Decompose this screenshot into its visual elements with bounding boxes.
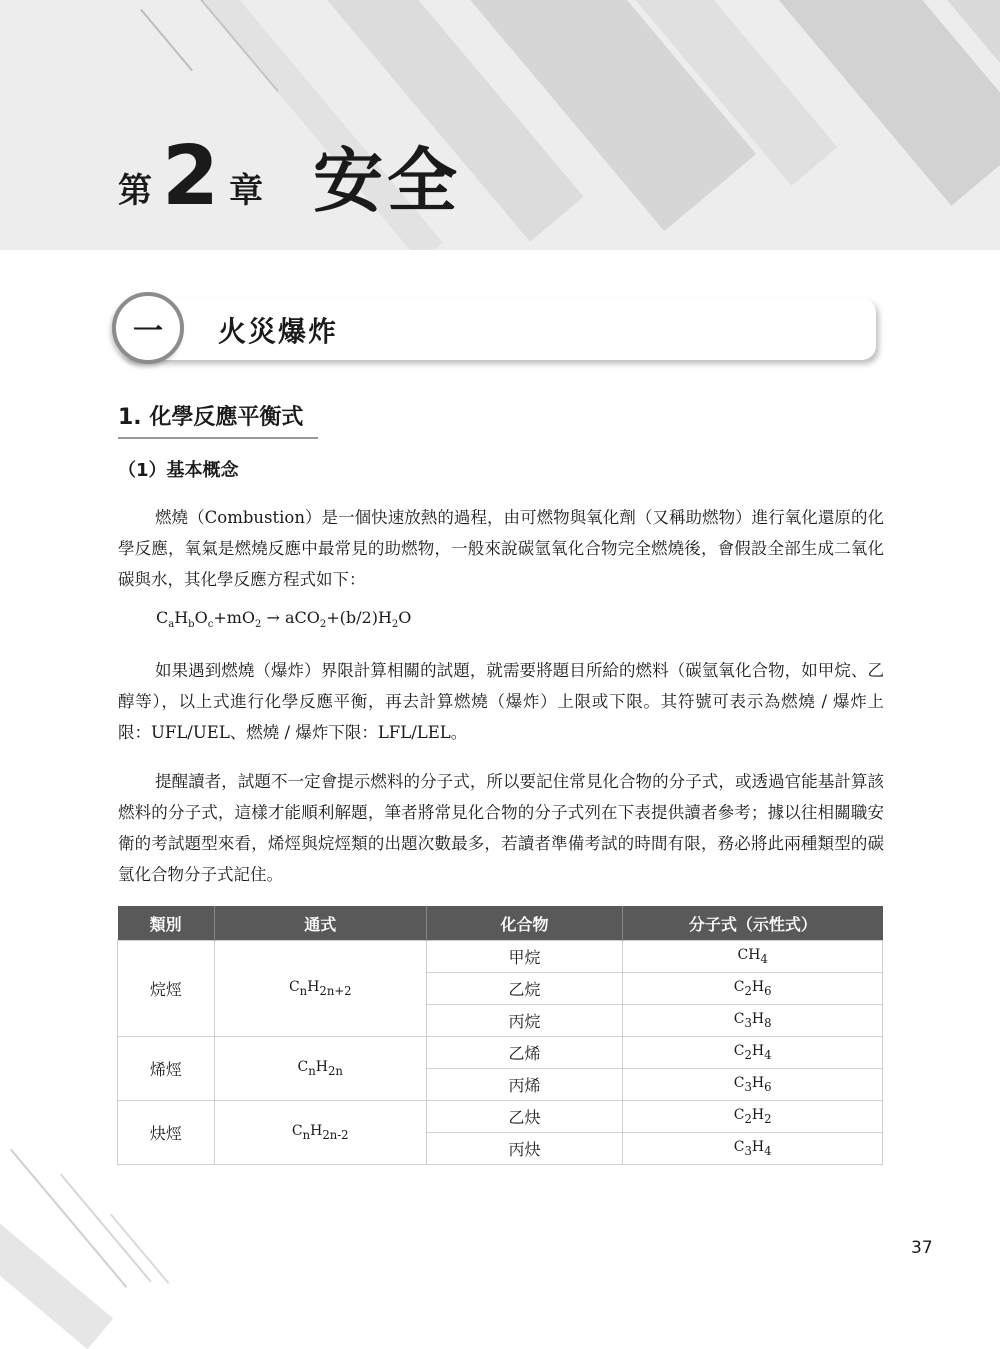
- formula-cell: $C_3H_6$: [623, 1069, 883, 1101]
- chapter-number: 2: [162, 129, 220, 224]
- table-row: [118, 1101, 883, 1133]
- section-title: 火災爆炸: [218, 315, 339, 348]
- table-header: 類別: [118, 906, 215, 941]
- formula-cell: $C_2H_2$: [623, 1101, 883, 1133]
- chapter-suffix: 章: [229, 171, 264, 211]
- general-formula-cell: $C_nH_{2n}$: [214, 1037, 426, 1101]
- chapter-prefix: 第: [118, 171, 152, 211]
- chapter-title: [118, 128, 461, 228]
- decor-line: [110, 1214, 169, 1284]
- section-number-badge: [112, 292, 184, 364]
- general-formula-cell: $C_nH_{2n-2}$: [214, 1101, 426, 1165]
- decor-stripe: [0, 1190, 113, 1349]
- table-row: [118, 1037, 883, 1069]
- compound-cell: 甲烷: [426, 941, 623, 973]
- table-header: 化合物: [426, 906, 623, 941]
- category-cell: 炔烴: [118, 1101, 215, 1165]
- category-cell: 烯烴: [118, 1037, 215, 1101]
- page-number: 37: [911, 1238, 933, 1258]
- section-number: 一: [133, 314, 163, 349]
- formula-cell: $C_3H_8$: [623, 1005, 883, 1037]
- compound-cell: 乙烯: [426, 1037, 623, 1069]
- subsubsection-heading: （1）基本概念: [118, 460, 239, 481]
- table-header: 分子式（示性式）: [623, 906, 883, 941]
- paragraph-3: 提醒讀者，試題不一定會提示燃料的分子式，所以要記住常見化合物的分子式，或透過官能基計算該燃料的分子式，這樣才能順利解題，筆者將常見化合物的分子式列在下表提供讀者參考；據以往相關職安衛的考試題型來看，烯烴與烷烴類的出題次數最多，若讀者準備考試的時間有限，務必將此兩種類型的碳氫化合物分子式記住。: [118, 772, 884, 884]
- formula-cell: $C_3H_4$: [623, 1133, 883, 1165]
- combustion-formula: $C_aH_bO_c+mO_2 \to aCO_2+(b/2)H_2O$: [156, 608, 412, 631]
- formula-cell: $C_2H_4$: [623, 1037, 883, 1069]
- table-header-row: [118, 906, 883, 941]
- compound-cell: 乙炔: [426, 1101, 623, 1133]
- hydrocarbon-table: [117, 906, 883, 1165]
- paragraph-1: 燃燒（Combustion）是一個快速放熱的過程，由可燃物與氧化劑（又稱助燃物）進行氧化還原的化學反應，氧氣是燃燒反應中最常見的助燃物，一般來說碳氫氧化合物完全燃燒後，會假設全部生成二氧化碳與水，其化學反應方程式如下：: [118, 508, 884, 589]
- category-cell: 烷烴: [118, 941, 215, 1037]
- formula-cell: $CH_4$: [623, 941, 883, 973]
- table-row: [118, 941, 883, 973]
- compound-cell: 乙烷: [426, 973, 623, 1005]
- compound-cell: 丙炔: [426, 1133, 623, 1165]
- chapter-name: 安全: [313, 139, 462, 222]
- paragraph-2: 如果遇到燃燒（爆炸）界限計算相關的試題，就需要將題目所給的燃料（碳氫氧化合物，如甲烷、乙醇等），以上式進行化學反應平衡，再去計算燃燒（爆炸）上限或下限。其符號可表示為燃燒 / 爆炸上限：UFL/UEL、燃燒 / 爆炸下限：LFL/LEL。: [118, 661, 884, 742]
- compound-cell: 丙烷: [426, 1005, 623, 1037]
- decor-line: [140, 9, 193, 72]
- decor-line: [60, 1174, 152, 1283]
- formula-cell: $C_2H_6$: [623, 973, 883, 1005]
- compound-cell: 丙烯: [426, 1069, 623, 1101]
- subsection-heading: 1. 化學反應平衡式: [118, 400, 318, 439]
- general-formula-cell: $C_nH_{2n+2}$: [214, 941, 426, 1037]
- table-header: 通式: [214, 906, 426, 941]
